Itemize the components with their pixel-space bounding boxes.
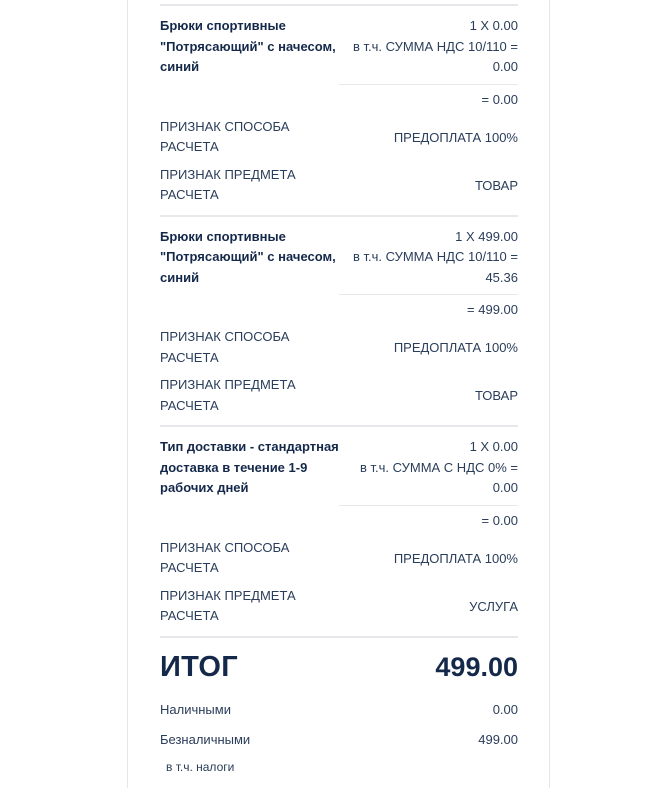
payment-card-label: Безналичными [160,731,251,747]
receipt-body [160,0,518,774]
payment-subject-label: ПРИЗНАК ПРЕДМЕТА РАСЧЕТА [160,377,296,413]
item-vat: в т.ч. СУММА С НДС 0% = 0.00 [360,459,518,495]
item-price-block [340,437,518,499]
total-value: 499.00 [435,652,518,682]
total-label: ИТОГ [160,651,239,683]
payment-method-row [160,327,518,368]
payment-subject-row [160,586,518,627]
receipt-item [160,217,518,417]
item-price-block [340,16,518,78]
payment-subject-row [160,375,518,416]
payment-method-label: ПРИЗНАК СПОСОБА РАСЧЕТА [160,118,290,154]
total-row [160,640,518,696]
payment-subject-value: УСЛУГА [469,598,518,614]
payment-subject-label: ПРИЗНАК ПРЕДМЕТА РАСЧЕТА [160,166,296,202]
item-name: Брюки спортивные "Потрясающий" с начесом, синий [160,18,336,74]
item-sum: = 0.00 [339,84,518,110]
item-name: Брюки спортивные "Потрясающий" с начесом, синий [160,228,336,285]
item-vat: в т.ч. СУММА НДС 10/110 = 45.36 [353,249,518,285]
item-qty-price: 1 X 499.00 [455,228,518,244]
payment-method-row [160,117,518,158]
item-sum: = 0.00 [339,505,518,531]
item-sum: = 499.00 [339,294,518,320]
payment-method-value: ПРЕДОПЛАТА 100% [393,129,518,145]
payment-subject-row [160,165,518,206]
item-price-block [340,227,518,289]
payment-method-label: ПРИЗНАК СПОСОБА РАСЧЕТА [160,329,290,365]
item-vat: в т.ч. СУММА НДС 10/110 = 0.00 [353,38,518,74]
receipt-item [160,427,518,627]
payment-subject-value: ТОВАР [474,177,518,193]
payment-subject-label: ПРИЗНАК ПРЕДМЕТА РАСЧЕТА [160,587,296,623]
payment-method-value: ПРЕДОПЛАТА 100% [393,340,518,355]
payment-card-row [160,730,518,750]
payment-subject-value: ТОВАР [474,388,518,403]
taxes-label: в т.ч. налоги [166,759,235,774]
payment-cash-label: Наличными [160,701,231,717]
payment-cash-value: 0.00 [492,701,518,717]
divider [160,636,518,638]
payment-method-label: ПРИЗНАК СПОСОБА РАСЧЕТА [160,539,290,575]
item-qty-price: 1 X 0.00 [469,18,518,33]
receipt-item [160,6,518,206]
payment-method-value: ПРЕДОПЛАТА 100% [393,550,518,566]
payment-method-row [160,538,518,579]
receipt [127,0,550,788]
payment-card-value: 499.00 [478,731,518,747]
item-qty-price: 1 X 0.00 [469,439,518,454]
item-name: Тип доставки - стандартная доставка в течение 1-9 рабочих дней [160,439,339,495]
payment-cash-row [160,700,518,720]
